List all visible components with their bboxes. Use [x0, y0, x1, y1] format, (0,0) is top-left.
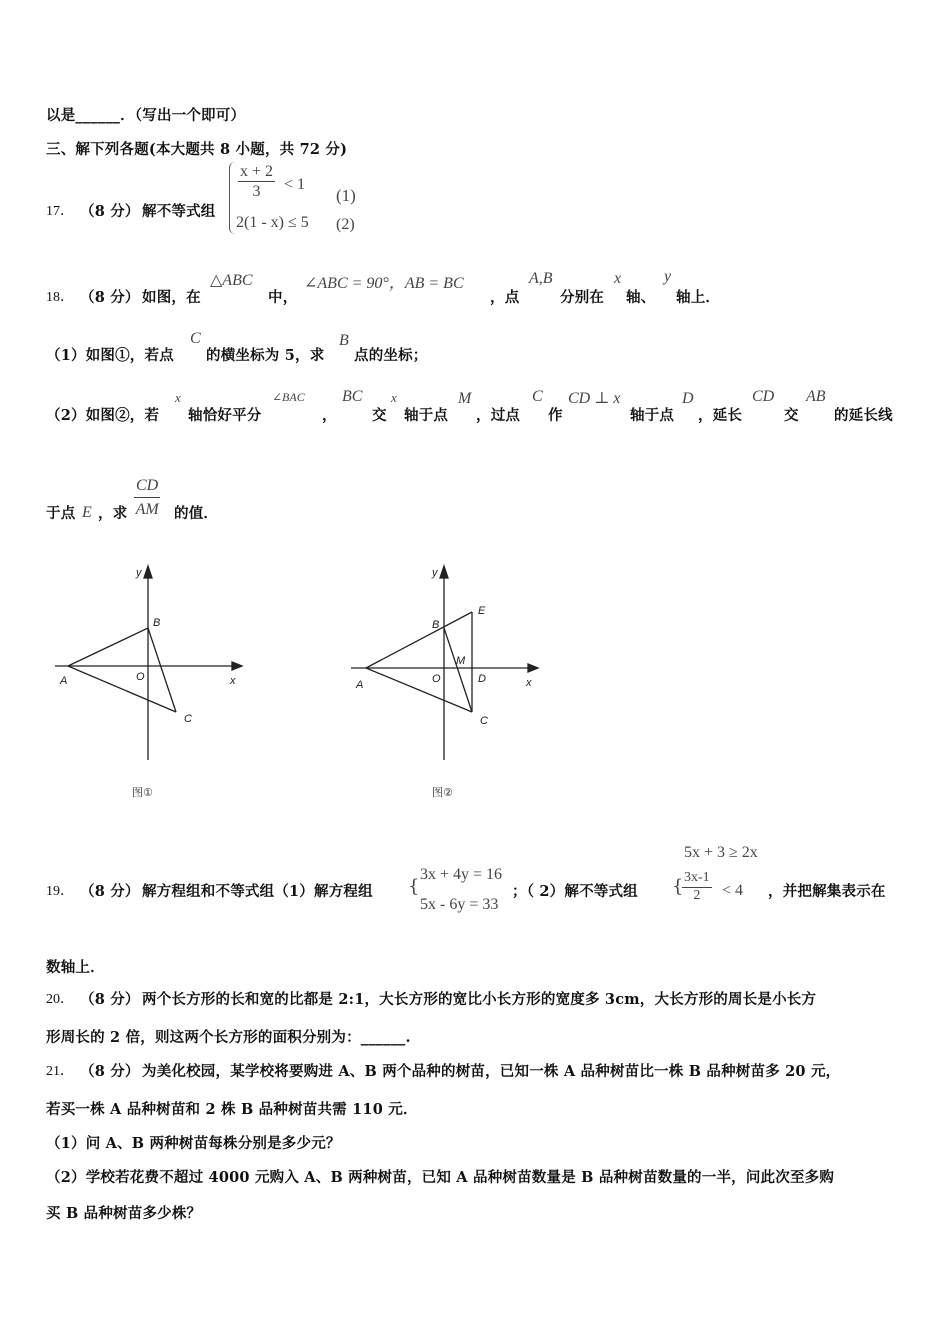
q20-line-1: 两个长方形的长和宽的比都是 2:1，大长方形的宽比小长方形的宽度多 3cm，大长方形的周长是小长方: [142, 991, 817, 1008]
q17-eq1-numerator: x + 2: [238, 162, 275, 182]
q18-p3-text-b: ，求: [98, 505, 128, 522]
q19-system-eq1: 3x + 4y = 16: [420, 866, 503, 883]
q18-p3-point-e: E: [82, 504, 92, 521]
question-19: [46, 840, 926, 924]
q18-p2-point-c: C: [532, 388, 543, 405]
fig1-segment-bc: [148, 628, 176, 712]
fig2-label-x: x: [526, 677, 532, 689]
q19-system-eq2: 5x - 6y = 33: [420, 896, 499, 913]
q19-ineq-relation: < 4: [722, 882, 744, 899]
q19-text-2: ；（ 2）解不等式组: [512, 883, 638, 900]
q18-p3-fraction: [134, 476, 160, 519]
fig2-segment-ac: [366, 668, 472, 712]
q19-points: （8 分）: [80, 883, 140, 900]
q18-p3-numerator: CD: [134, 476, 160, 498]
fig2-y-arrow: [440, 566, 448, 578]
q20-line-2: 形周长的 2 倍，则这两个长方形的面积分别为：______.: [46, 1029, 411, 1046]
q18-p1-text-end: 点的坐标；: [354, 347, 428, 364]
q18-p3-denominator: AM: [135, 501, 159, 519]
q21-part-1: （1）问 A、B 两种树苗每株分别是多少元？: [46, 1135, 341, 1152]
q19-text-3: ，并把解集表示在: [768, 883, 886, 900]
figure-1: [50, 560, 260, 810]
q18-p2-text-i: ，延长: [698, 407, 743, 424]
q18-math-y: y: [664, 268, 672, 285]
fig1-y-arrow: [144, 566, 152, 578]
q18-p2-point-m: M: [458, 390, 472, 407]
fig2-label-d: D: [478, 673, 486, 685]
q18-p3-text-a: 于点: [46, 505, 76, 522]
q18-part-2: [46, 386, 926, 426]
q21-number: 21．: [46, 1064, 74, 1079]
q21-points: （8 分）: [80, 1063, 140, 1080]
fig1-label-a: A: [60, 675, 68, 687]
q18-p2-angle-bac: ∠BAC: [272, 390, 305, 404]
q18-part-3: [46, 474, 926, 526]
q18-p2-text-k: 的延长线: [834, 407, 893, 424]
q18-text-6: 轴上．: [676, 289, 721, 306]
q20-number: 20．: [46, 992, 74, 1007]
q18-p2-text-h: 轴于点: [630, 407, 675, 424]
q19-ineq-numerator: 3x-1: [682, 870, 712, 888]
q18-part-1: [46, 330, 926, 364]
prev-question-tail: 以是______．（写出一个即可）: [46, 107, 246, 124]
q17-number: 17．: [46, 204, 74, 219]
fig1-label-x: x: [230, 675, 236, 687]
q18-p1-point-b: B: [339, 332, 349, 349]
q19-inequality-fraction: [682, 870, 712, 905]
q19-ineq-denominator: 2: [693, 887, 701, 903]
fig2-label-o: O: [432, 673, 441, 685]
q17-eq1-denominator: 3: [252, 183, 261, 201]
q18-p1-point-c: C: [190, 330, 201, 347]
q18-text-3: ，点: [490, 289, 520, 306]
q19-text-1: 解方程组和不等式组（1）解方程组: [142, 883, 373, 900]
q18-p2-text-e: 轴于点: [404, 407, 449, 424]
fig2-label-c: C: [480, 715, 488, 727]
fig1-x-arrow: [232, 662, 242, 670]
fig2-segment-bc: [444, 628, 472, 712]
q18-p2-x: x: [175, 390, 181, 405]
fig2-label-y: y: [432, 567, 438, 579]
q17-eq1-fraction: [238, 162, 275, 201]
q18-p2-text-j: 交: [784, 407, 799, 424]
q17-points: （8 分）: [80, 203, 140, 220]
figure-2: [346, 560, 556, 810]
q18-p1-text-a: （1）如图①，若点: [46, 347, 174, 364]
q17-tag-2: (2): [336, 216, 355, 233]
fig2-label-a: A: [356, 679, 364, 691]
q18-p2-text-a: （2）如图②，若: [46, 407, 160, 424]
q18-text-4: 分别在: [560, 289, 605, 306]
q17-text: 解不等式组: [142, 203, 216, 220]
q21-line-2: 若买一株 A 品种树苗和 2 株 B 品种树苗共需 110 元．: [46, 1101, 418, 1118]
q18-text-5: 轴、: [626, 289, 656, 306]
q18-points: （8 分）: [80, 289, 140, 306]
q18-p2-cd: CD: [752, 388, 775, 405]
section-heading: 三、解下列各题(本大题共 8 小题，共 72 分): [46, 141, 348, 158]
q18-math-ab: A,B: [529, 270, 553, 287]
q18-p2-text-d: 交: [372, 407, 387, 424]
q17-tag-1: (1): [336, 186, 356, 205]
q19-text-4: 数轴上．: [46, 959, 105, 976]
q21-part-3: 买 B 品种树苗多少株？: [46, 1205, 202, 1222]
fig1-label-y: y: [136, 567, 142, 579]
q18-p2-bc: BC: [342, 388, 363, 405]
fig2-x-arrow: [528, 664, 538, 672]
q18-math-x: x: [614, 270, 622, 287]
q18-text-1: 如图，在: [142, 289, 201, 306]
q17-eq2: 2(1 - x) ≤ 5: [236, 214, 309, 231]
question-18: [46, 262, 926, 306]
q20-points: （8 分）: [80, 991, 140, 1008]
q21-part-2: （2）学校若花费不超过 4000 元购入 A、B 两种树苗，已知 A 品种树苗数量是 B 品种树苗数量的一半，问此次至多购: [46, 1169, 835, 1186]
q18-number: 18．: [46, 290, 74, 305]
q18-p2-text-g: 作: [548, 407, 563, 424]
fig1-label-c: C: [184, 713, 192, 725]
q19-inequality-top: 5x + 3 ≥ 2x: [684, 844, 758, 861]
q19-brace-2: {: [672, 876, 684, 897]
fig2-caption: 图②: [432, 786, 453, 799]
fig2-label-e: E: [478, 605, 486, 617]
q18-p1-text-b: 的横坐标为 5，求: [206, 347, 325, 364]
fig2-label-b: B: [432, 619, 440, 631]
fig1-caption: 图①: [132, 786, 153, 799]
q18-p2-cd-perp: CD ⊥ x: [568, 390, 621, 407]
fig1-label-o: O: [136, 671, 145, 683]
q18-text-2: 中，: [268, 289, 298, 306]
q18-math-triangle: △ABC: [210, 272, 253, 289]
q18-p2-comma: ，: [322, 407, 337, 424]
q18-p2-ab: AB: [806, 388, 826, 405]
fig1-segment-ab: [68, 628, 148, 666]
q18-p3-text-c: 的值．: [174, 505, 219, 522]
q19-number: 19．: [46, 884, 74, 899]
question-20: [46, 988, 926, 1048]
q18-p2-x2: x: [391, 390, 397, 405]
fig1-label-b: B: [153, 617, 161, 629]
q18-math-angle: ∠ABC = 90°，AB = BC: [304, 275, 464, 292]
q21-line-1: 为美化校园，某学校将要购进 A、B 两个品种的树苗，已知一株 A 品种树苗比一株 B 品种树苗多 20 元，: [142, 1063, 841, 1080]
q18-p2-text-b: 轴恰好平分: [188, 407, 262, 424]
q17-brace: [229, 162, 236, 234]
q18-p2-point-d: D: [682, 390, 694, 407]
q17-eq1-relation: < 1: [284, 176, 306, 193]
fig2-label-m: M: [456, 655, 466, 667]
q19-brace-1: {: [408, 876, 420, 897]
question-21: [46, 1060, 926, 1230]
q18-p2-text-f: ，过点: [476, 407, 521, 424]
fig1-segment-ac: [68, 666, 176, 712]
